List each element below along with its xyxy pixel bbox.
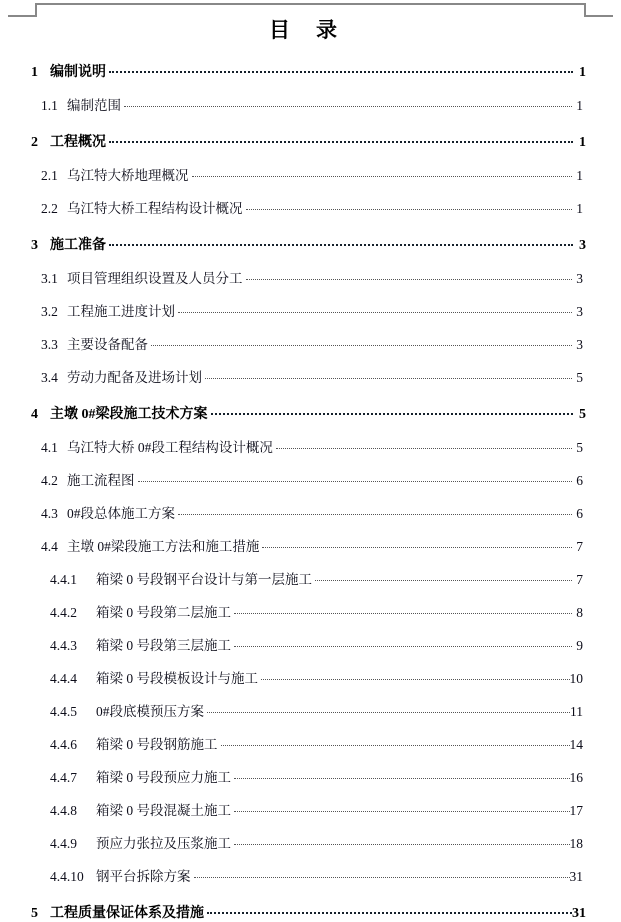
toc-entry-page-number: 14 bbox=[569, 737, 583, 752]
toc-entry-level3[interactable] bbox=[0, 667, 621, 687]
toc-entry-page-number: 1 bbox=[579, 65, 586, 80]
toc-entry-number: 3 bbox=[31, 238, 38, 253]
toc-entry-page-number: 5 bbox=[576, 370, 583, 385]
toc-dot-leader bbox=[138, 472, 573, 486]
toc-entry-number: 4.4.4 bbox=[50, 671, 77, 686]
toc-entry-level2[interactable] bbox=[0, 164, 621, 184]
toc-entry-level1[interactable] bbox=[0, 234, 621, 254]
toc-entry-level3[interactable] bbox=[0, 832, 621, 852]
toc-dot-leader bbox=[262, 538, 572, 552]
toc-entry-number: 4.2 bbox=[41, 473, 58, 488]
toc-entry-label: 编制说明 bbox=[50, 65, 106, 80]
toc-entry-page-number: 6 bbox=[576, 473, 583, 488]
toc-dot-leader bbox=[246, 200, 573, 214]
toc-entry-page-number: 7 bbox=[576, 572, 583, 587]
toc-entry-level1[interactable] bbox=[0, 403, 621, 423]
toc-entry-level2[interactable] bbox=[0, 267, 621, 287]
toc-entry-page-number: 3 bbox=[576, 337, 583, 352]
toc-entry-level3[interactable] bbox=[0, 733, 621, 753]
toc-entry-level1[interactable] bbox=[0, 61, 621, 81]
toc-entry-number: 2 bbox=[31, 135, 38, 150]
toc-entry-label: 编制范围 bbox=[67, 98, 121, 113]
toc-entry-page-number: 6 bbox=[576, 506, 583, 521]
toc-entry-number: 4.4.1 bbox=[50, 572, 77, 587]
toc-entry-number: 4.4.9 bbox=[50, 836, 77, 851]
toc-entry-level3[interactable] bbox=[0, 601, 621, 621]
toc-entry-label: 箱梁 0 号段钢平台设计与第一层施工 bbox=[96, 572, 312, 587]
toc-dot-leader bbox=[221, 736, 570, 750]
toc-entry-page-number: 5 bbox=[576, 440, 583, 455]
toc-entry-label: 0#段总体施工方案 bbox=[67, 506, 175, 521]
toc-entry-number: 5 bbox=[31, 906, 38, 921]
toc-entry-level2[interactable] bbox=[0, 333, 621, 353]
toc-entry-page-number: 11 bbox=[570, 704, 583, 719]
toc-dot-leader bbox=[261, 670, 570, 684]
toc-entry-number: 4.4 bbox=[41, 539, 58, 554]
toc-entry-page-number: 8 bbox=[576, 605, 583, 620]
toc-entry-label: 预应力张拉及压浆施工 bbox=[96, 836, 231, 851]
toc-entry-page-number: 31 bbox=[572, 906, 586, 921]
toc-entry-number: 3.3 bbox=[41, 337, 58, 352]
toc-entry-level1[interactable] bbox=[0, 131, 621, 151]
toc-entry-number: 4.4.5 bbox=[50, 704, 77, 719]
toc-entry-page-number: 3 bbox=[576, 271, 583, 286]
toc-dot-leader bbox=[276, 439, 572, 453]
toc-entry-label: 劳动力配备及进场计划 bbox=[67, 370, 202, 385]
toc-entry-label: 主墩 0#梁段施工技术方案 bbox=[50, 407, 208, 422]
toc-entry-label: 0#段底模预压方案 bbox=[96, 704, 204, 719]
toc-entry-label: 箱梁 0 号段混凝土施工 bbox=[96, 803, 231, 818]
toc-entry-page-number: 31 bbox=[569, 869, 583, 884]
toc-entry-number: 3.2 bbox=[41, 304, 58, 319]
toc-dot-leader bbox=[109, 132, 573, 146]
page-title: 目 录 bbox=[269, 18, 338, 42]
toc-entry-page-number: 3 bbox=[576, 304, 583, 319]
toc-dot-leader bbox=[178, 505, 572, 519]
toc-entry-level2[interactable] bbox=[0, 436, 621, 456]
table-of-contents bbox=[0, 61, 621, 922]
toc-entry-number: 4.4.3 bbox=[50, 638, 77, 653]
toc-entry-level2[interactable] bbox=[0, 197, 621, 217]
toc-dot-leader bbox=[234, 835, 570, 849]
toc-entry-number: 4.4.7 bbox=[50, 770, 77, 785]
toc-entry-number: 4.4.8 bbox=[50, 803, 77, 818]
toc-entry-number: 1 bbox=[31, 65, 38, 80]
toc-entry-level3[interactable] bbox=[0, 700, 621, 720]
toc-entry-level1[interactable] bbox=[0, 902, 621, 922]
toc-entry-number: 4.1 bbox=[41, 440, 58, 455]
toc-dot-leader bbox=[315, 571, 572, 585]
toc-dot-leader bbox=[192, 167, 573, 181]
toc-entry-level3[interactable] bbox=[0, 568, 621, 588]
toc-dot-leader bbox=[207, 703, 570, 717]
toc-dot-leader bbox=[205, 369, 572, 383]
toc-dot-leader bbox=[124, 97, 572, 111]
toc-entry-label: 乌江特大桥 0#段工程结构设计概况 bbox=[67, 440, 273, 455]
toc-entry-level2[interactable] bbox=[0, 94, 621, 114]
toc-dot-leader bbox=[151, 336, 572, 350]
toc-entry-page-number: 1 bbox=[579, 135, 586, 150]
toc-entry-label: 箱梁 0 号段第二层施工 bbox=[96, 605, 231, 620]
toc-entry-label: 乌江特大桥地理概况 bbox=[67, 168, 189, 183]
toc-entry-label: 项目管理组织设置及人员分工 bbox=[67, 271, 243, 286]
toc-entry-level2[interactable] bbox=[0, 366, 621, 386]
toc-entry-page-number: 18 bbox=[569, 836, 583, 851]
toc-entry-label: 箱梁 0 号段模板设计与施工 bbox=[96, 671, 258, 686]
toc-entry-label: 主墩 0#梁段施工方法和施工措施 bbox=[67, 539, 260, 554]
toc-entry-label: 主要设备配备 bbox=[67, 337, 148, 352]
toc-entry-label: 工程质量保证体系及措施 bbox=[50, 906, 204, 921]
toc-entry-page-number: 7 bbox=[576, 539, 583, 554]
toc-dot-leader bbox=[211, 404, 574, 418]
toc-entry-level3[interactable] bbox=[0, 799, 621, 819]
toc-entry-level3[interactable] bbox=[0, 865, 621, 885]
toc-entry-page-number: 10 bbox=[569, 671, 583, 686]
toc-entry-page-number: 3 bbox=[579, 238, 586, 253]
toc-entry-page-number: 1 bbox=[576, 98, 583, 113]
toc-entry-number: 4.4.2 bbox=[50, 605, 77, 620]
toc-dot-leader bbox=[109, 62, 573, 76]
toc-entry-page-number: 1 bbox=[576, 201, 583, 216]
toc-entry-number: 3.1 bbox=[41, 271, 58, 286]
toc-entry-label: 钢平台拆除方案 bbox=[96, 869, 191, 884]
toc-dot-leader bbox=[234, 769, 570, 783]
toc-entry-page-number: 9 bbox=[576, 638, 583, 653]
toc-dot-leader bbox=[178, 303, 572, 317]
toc-entry-level3[interactable] bbox=[0, 634, 621, 654]
toc-entry-label: 工程施工进度计划 bbox=[67, 304, 175, 319]
toc-entry-number: 3.4 bbox=[41, 370, 58, 385]
toc-entry-number: 4 bbox=[31, 407, 38, 422]
toc-entry-number: 2.2 bbox=[41, 201, 58, 216]
toc-entry-number: 1.1 bbox=[41, 98, 58, 113]
toc-entry-level2[interactable] bbox=[0, 469, 621, 489]
toc-entry-page-number: 16 bbox=[569, 770, 583, 785]
toc-dot-leader bbox=[234, 637, 572, 651]
toc-dot-leader bbox=[207, 903, 572, 917]
toc-entry-label: 箱梁 0 号段钢筋施工 bbox=[96, 737, 218, 752]
toc-entry-label: 乌江特大桥工程结构设计概况 bbox=[67, 201, 243, 216]
toc-entry-label: 施工流程图 bbox=[67, 473, 135, 488]
toc-entry-label: 施工准备 bbox=[50, 238, 106, 253]
toc-entry-page-number: 1 bbox=[576, 168, 583, 183]
toc-dot-leader bbox=[109, 235, 573, 249]
toc-entry-page-number: 17 bbox=[569, 803, 583, 818]
toc-dot-leader bbox=[194, 868, 570, 882]
toc-entry-number: 4.4.10 bbox=[50, 869, 84, 884]
toc-entry-label: 箱梁 0 号段预应力施工 bbox=[96, 770, 231, 785]
toc-dot-leader bbox=[246, 270, 573, 284]
toc-dot-leader bbox=[234, 802, 570, 816]
toc-entry-label: 工程概况 bbox=[50, 135, 106, 150]
toc-dot-leader bbox=[234, 604, 572, 618]
toc-entry-level2[interactable] bbox=[0, 300, 621, 320]
toc-entry-number: 2.1 bbox=[41, 168, 58, 183]
toc-entry-number: 4.4.6 bbox=[50, 737, 77, 752]
toc-entry-number: 4.3 bbox=[41, 506, 58, 521]
toc-entry-level2[interactable] bbox=[0, 502, 621, 522]
toc-entry-label: 箱梁 0 号段第三层施工 bbox=[96, 638, 231, 653]
toc-entry-level3[interactable] bbox=[0, 766, 621, 786]
toc-entry-page-number: 5 bbox=[579, 407, 586, 422]
toc-entry-level2[interactable] bbox=[0, 535, 621, 555]
